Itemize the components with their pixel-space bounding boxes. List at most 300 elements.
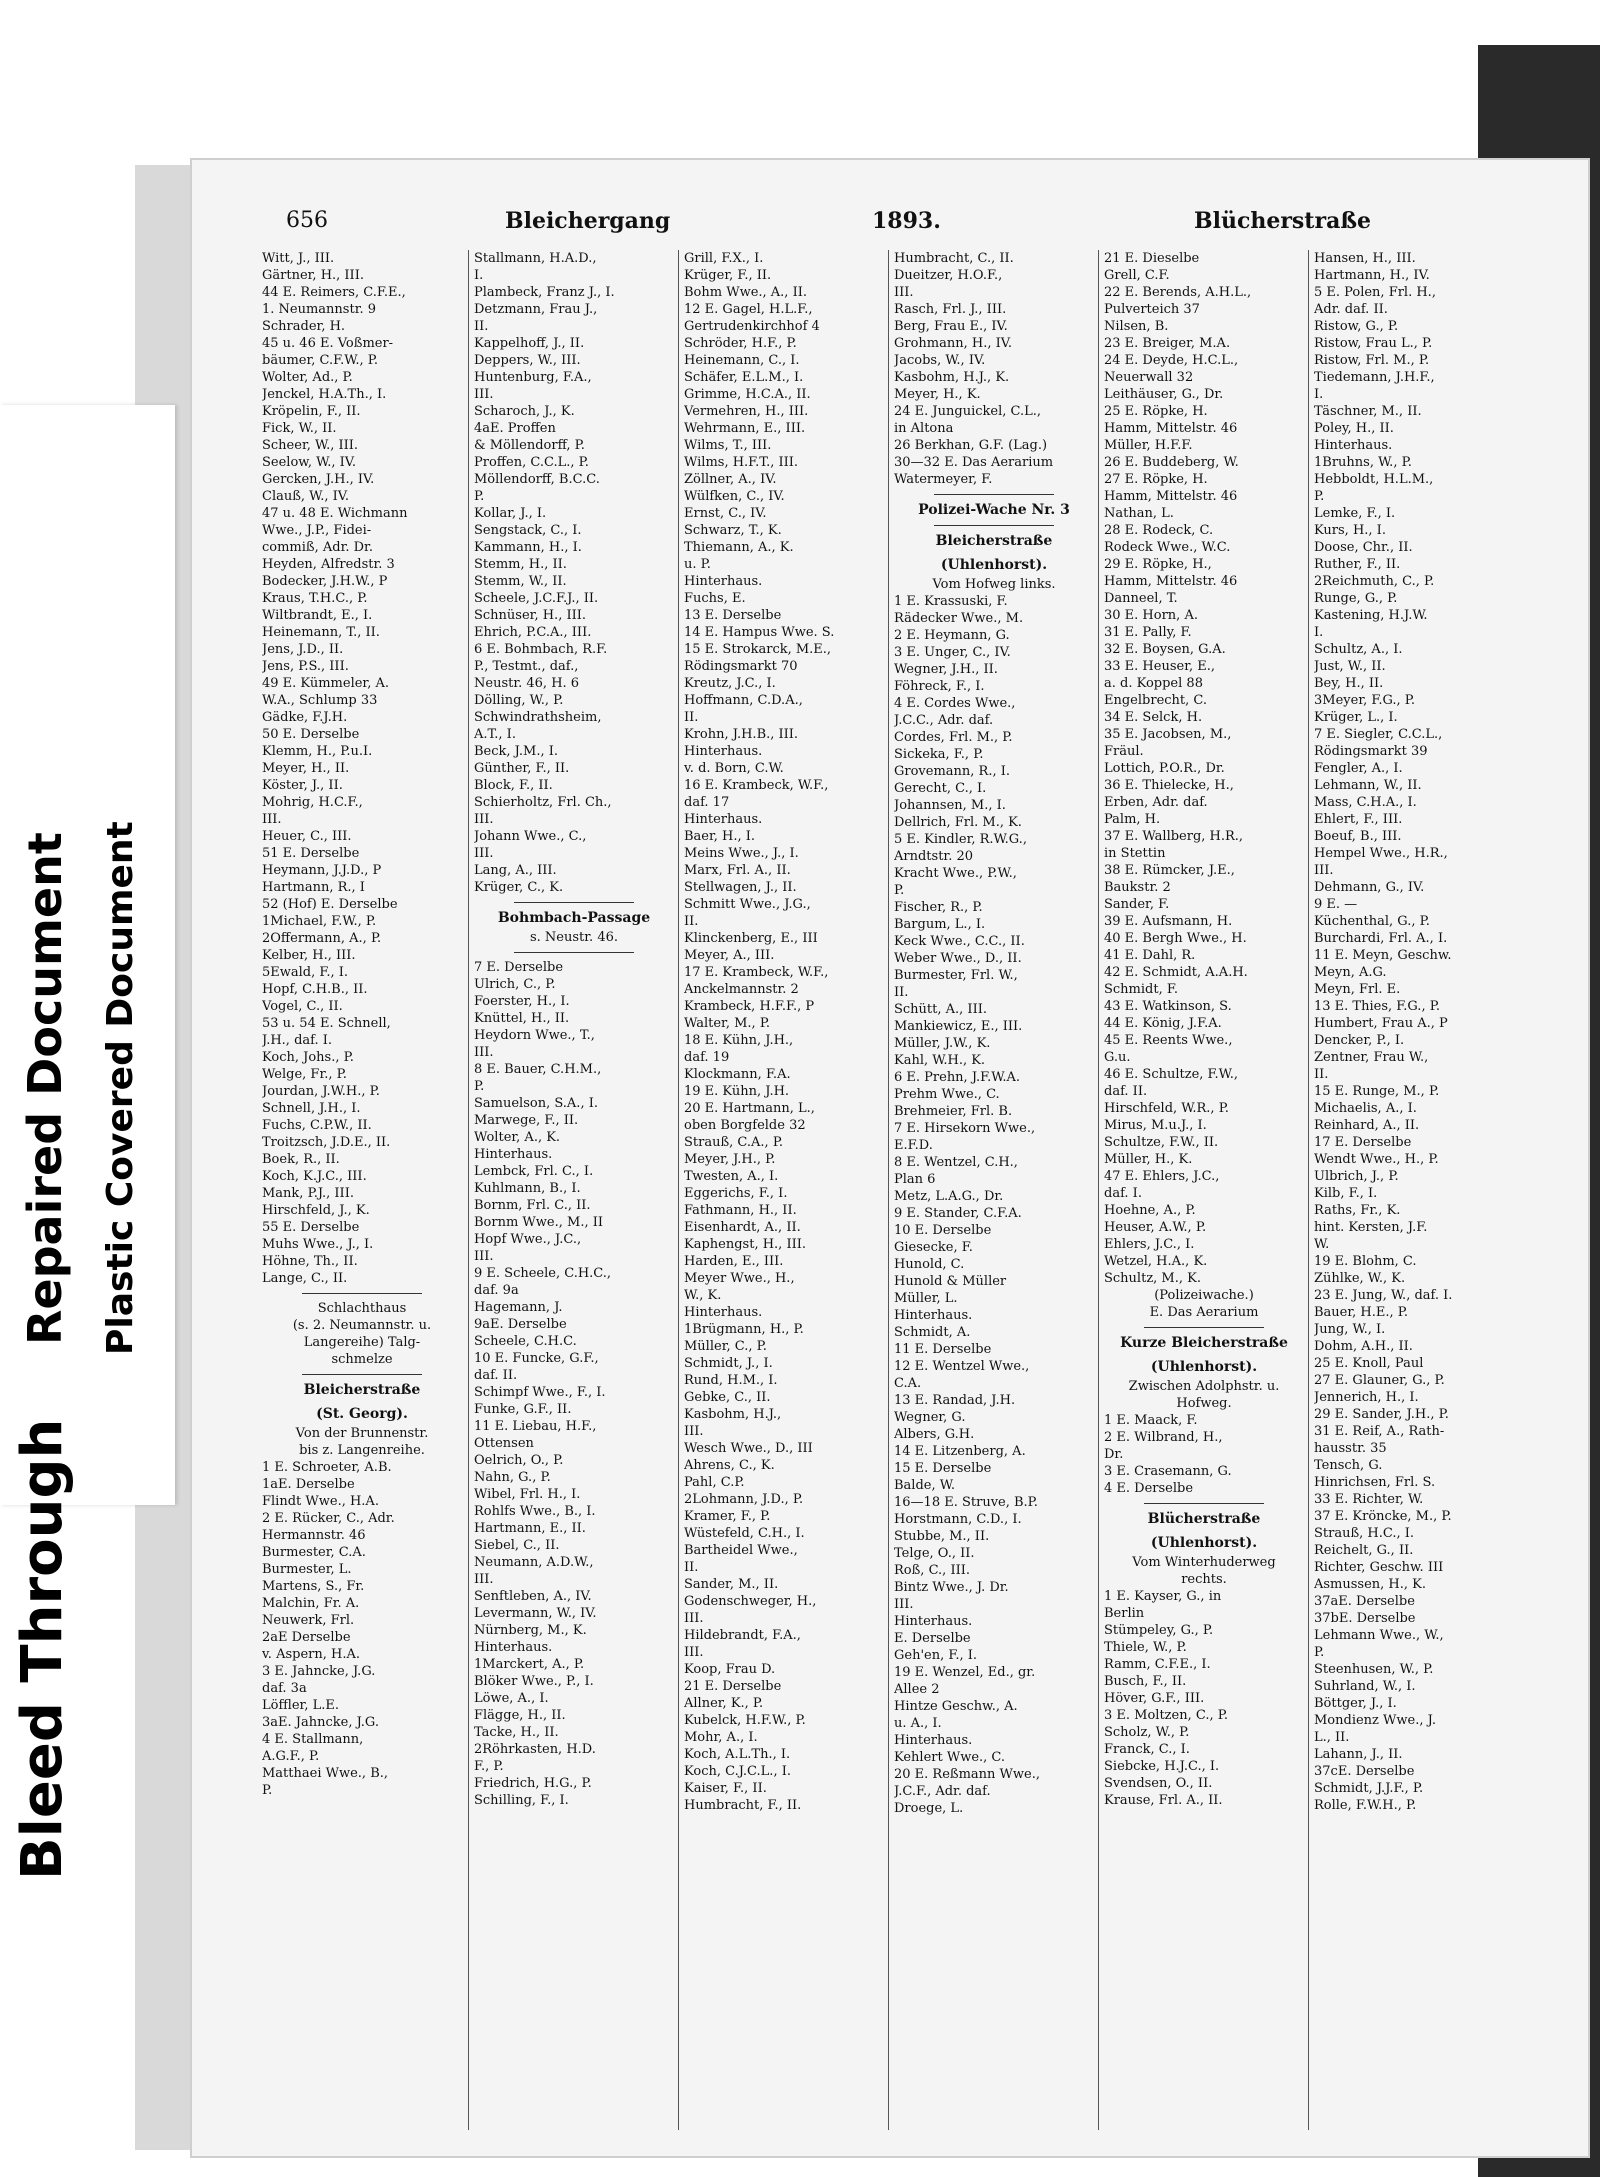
directory-entry: Deppers, W., III.	[474, 353, 581, 368]
directory-entry: Hinterhaus.	[684, 812, 763, 827]
directory-entry: Scheele, C.H.C.	[474, 1334, 577, 1349]
directory-entry: Godenschweger, H.,	[684, 1594, 817, 1609]
directory-entry: Heuser, A.W., P.	[1104, 1220, 1207, 1235]
directory-entry: 55 E. Derselbe	[262, 1220, 360, 1235]
separator	[934, 525, 1054, 526]
directory-entry: Schmidt, A.	[894, 1325, 971, 1340]
directory-entry: Scharoch, J., K.	[474, 404, 575, 419]
directory-entry: Lottich, P.O.R., Dr.	[1104, 761, 1225, 776]
directory-entry: II.	[684, 1560, 699, 1575]
directory-entry: Grimme, H.C.A., II.	[684, 387, 811, 402]
directory-entry: Hunold & Müller	[894, 1274, 1007, 1289]
directory-entry: daf. I.	[1104, 1186, 1142, 1201]
directory-entry: 10 E. Funcke, G.F.,	[474, 1351, 599, 1366]
plastic-covered-label: Plastic Covered Document	[100, 821, 141, 1355]
directory-entry: Berg, Frau E., IV.	[894, 319, 1008, 334]
directory-entry: Meyer Wwe., H.,	[684, 1271, 795, 1286]
column-2	[474, 250, 674, 2130]
directory-entry: Bintz Wwe., J. Dr.	[894, 1580, 1009, 1595]
directory-entry: 45 E. Reents Wwe.,	[1104, 1033, 1233, 1048]
directory-entry: Ulrich, C., P.	[474, 977, 556, 992]
directory-entry: 1. Neumannstr. 9	[262, 302, 377, 317]
street-note-line: Zwischen Adolphstr. u.	[1128, 1379, 1280, 1394]
directory-entry: Sander, F.	[1104, 897, 1170, 912]
aerarium-note: E. Das Aerarium	[1149, 1305, 1259, 1320]
directory-entry: III.	[684, 1424, 704, 1439]
directory-entry: Kuhlmann, B., I.	[474, 1181, 581, 1196]
directory-entry: v. Aspern, H.A.	[262, 1647, 360, 1662]
directory-entry: Poley, H., II.	[1314, 421, 1394, 436]
directory-entry: Gärtner, H., III.	[262, 268, 364, 283]
directory-entry: Wolter, Ad., P.	[262, 370, 353, 385]
directory-entry: Tacke, H., II.	[474, 1725, 559, 1740]
directory-entry: 27 E. Glauner, G., P.	[1314, 1373, 1445, 1388]
directory-entry: Kaiser, F., II.	[684, 1781, 767, 1796]
directory-entry: P.	[262, 1783, 273, 1798]
directory-entry: Höver, G.F., III.	[1104, 1691, 1205, 1706]
directory-entry: 37bE. Derselbe	[1314, 1611, 1416, 1626]
directory-entry: 49 E. Kümmeler, A.	[262, 676, 389, 691]
directory-entry: Ulbrich, J., P.	[1314, 1169, 1399, 1184]
directory-entry: Täschner, M., II.	[1314, 404, 1422, 419]
directory-entry: Rodeck Wwe., W.C.	[1104, 540, 1231, 555]
directory-entry: Twesten, A., I.	[684, 1169, 779, 1184]
directory-entry: Bargum, L., I.	[894, 917, 986, 932]
directory-entry: Watermeyer, F.	[894, 472, 993, 487]
directory-entry: Flägge, H., II.	[474, 1708, 566, 1723]
directory-entry: Koch, Johs., P.	[262, 1050, 354, 1065]
directory-entry: 25 E. Röpke, H.	[1104, 404, 1208, 419]
directory-entry: Harden, E., III.	[684, 1254, 784, 1269]
bleed-through-label: Bleed Through	[10, 1418, 75, 1880]
directory-entry: Berlin	[1104, 1606, 1145, 1621]
directory-entry: Hinterhaus.	[894, 1614, 973, 1629]
directory-entry: Roß, C., III.	[894, 1563, 970, 1578]
directory-entry: Suhrland, W., I.	[1314, 1679, 1416, 1694]
directory-entry: Grill, F.X., I.	[684, 251, 764, 266]
directory-entry: Wendt Wwe., H., P.	[1314, 1152, 1439, 1167]
column-4	[894, 250, 1094, 2130]
directory-entry: Pahl, C.P.	[684, 1475, 745, 1490]
directory-entry: Kramer, F., P.	[684, 1509, 771, 1524]
directory-entry: Arndtstr. 20	[894, 849, 974, 864]
header-year: 1893.	[872, 208, 941, 234]
directory-entry: Bohm Wwe., A., II.	[684, 285, 807, 300]
directory-entry: Ehlert, F., III.	[1314, 812, 1403, 827]
directory-entry: 1Brügmann, H., P.	[684, 1322, 804, 1337]
directory-entry: Thiele, W., P.	[1104, 1640, 1187, 1655]
directory-entry: III.	[1314, 863, 1334, 878]
directory-entry: 2 E. Heymann, G.	[894, 628, 1010, 643]
directory-entry: Kastening, H.J.W.	[1314, 608, 1428, 623]
directory-entry: Schierholtz, Frl. Ch.,	[474, 795, 612, 810]
directory-entry: Nürnberg, M., K.	[474, 1623, 587, 1638]
directory-entry: Jourdan, J.W.H., P.	[262, 1084, 380, 1099]
directory-entry: 4 E. Cordes Wwe.,	[894, 696, 1016, 711]
directory-entry: Kahl, W.H., K.	[894, 1053, 986, 1068]
directory-entry: Küchenthal, G., P.	[1314, 914, 1430, 929]
directory-entry: Kröpelin, F., II.	[262, 404, 361, 419]
directory-entry: Mondienz Wwe., J.	[1314, 1713, 1436, 1728]
directory-entry: Ristow, Frau L., P.	[1314, 336, 1433, 351]
directory-entry: Fuchs, C.P.W., II.	[262, 1118, 372, 1133]
directory-entry: Lang, A., III.	[474, 863, 557, 878]
directory-entry: Metz, L.A.G., Dr.	[894, 1189, 1004, 1204]
street-description: Vom Hofweg links.	[932, 577, 1056, 592]
directory-entry: 22 E. Berends, A.H.L.,	[1104, 285, 1252, 300]
directory-entry: Müller, J.W., K.	[894, 1036, 991, 1051]
directory-entry: Krohn, J.H.B., III.	[684, 727, 799, 742]
directory-entry: Stümpeley, G., P.	[1104, 1623, 1214, 1638]
entry-list	[1314, 250, 1554, 1814]
directory-entry: 30 E. Horn, A.	[1104, 608, 1198, 623]
directory-entry: Hopf, C.H.B., II.	[262, 982, 368, 997]
directory-entry: E.F.D.	[894, 1138, 933, 1153]
directory-entry: Schultze, F.W., II.	[1104, 1135, 1219, 1150]
separator	[514, 952, 634, 953]
directory-entry: 9aE. Derselbe	[474, 1317, 567, 1332]
directory-entry: 13 E. Randad, J.H.	[894, 1393, 1016, 1408]
directory-entry: Hermannstr. 46	[262, 1528, 366, 1543]
directory-entry: 15 E. Derselbe	[894, 1461, 992, 1476]
directory-entry: III.	[684, 1645, 704, 1660]
directory-entry: Dellrich, Frl. M., K.	[894, 815, 1022, 830]
directory-entry: Vogel, C., II.	[262, 999, 343, 1014]
directory-entry: Hoehne, A., P.	[1104, 1203, 1196, 1218]
directory-entry: Hunold, C.	[894, 1257, 965, 1272]
directory-entry: Fischer, R., P.	[894, 900, 983, 915]
directory-entry: Gerecht, C., I.	[894, 781, 987, 796]
directory-entry: Kurs, H., I.	[1314, 523, 1386, 538]
directory-entry: Hinterhaus.	[684, 1305, 763, 1320]
directory-entry: Schmitt Wwe., J.G.,	[684, 897, 811, 912]
directory-entry: Funke, G.F., II.	[474, 1402, 572, 1417]
directory-entry: Mank, P.J., III.	[262, 1186, 354, 1201]
directory-entry: 3 E. Crasemann, G.	[1104, 1464, 1232, 1479]
directory-entry: Leithäuser, G., Dr.	[1104, 387, 1224, 402]
directory-entry: Johann Wwe., C.,	[474, 829, 587, 844]
directory-entry: Lange, C., II.	[262, 1271, 348, 1286]
directory-entry: Kaphengst, H., III.	[684, 1237, 806, 1252]
directory-entry: 33 E. Richter, W.	[1314, 1492, 1424, 1507]
directory-entry: Strauß, H.C., I.	[1314, 1526, 1415, 1541]
directory-entry: III.	[474, 812, 494, 827]
directory-entry: Samuelson, S.A., I.	[474, 1096, 598, 1111]
directory-entry: Nilsen, B.	[1104, 319, 1169, 334]
directory-entry: Löwe, A., I.	[474, 1691, 549, 1706]
street-title: Kurze Bleicherstraße	[1120, 1335, 1288, 1351]
directory-entry: Sickeka, F., P.	[894, 747, 984, 762]
directory-entry: II.	[1314, 1067, 1329, 1082]
directory-entry: Koch, K.J.C., III.	[262, 1169, 367, 1184]
directory-entry: Hamm, Mittelstr. 46	[1104, 489, 1238, 504]
directory-entry: II.	[684, 710, 699, 725]
directory-entry: Gebke, C., II.	[684, 1390, 771, 1405]
directory-entry: 7 E. Hirsekorn Wwe.,	[894, 1121, 1036, 1136]
page-number: 656	[286, 208, 328, 233]
directory-entry: Kreutz, J.C., I.	[684, 676, 776, 691]
directory-entry: Humbracht, C., II.	[894, 251, 1014, 266]
directory-entry: Albers, G.H.	[894, 1427, 975, 1442]
directory-entry: Hartmann, H., IV.	[1314, 268, 1430, 283]
directory-entry: Schmidt, F.	[1104, 982, 1178, 997]
directory-entry: Hirschfeld, J., K.	[262, 1203, 370, 1218]
directory-entry: 5 E. Polen, Frl. H.,	[1314, 285, 1436, 300]
directory-entry: 9 E. Stander, C.F.A.	[894, 1206, 1022, 1221]
directory-entry: Gertrudenkirchhof 4	[684, 319, 820, 334]
directory-entry: Weber Wwe., D., II.	[894, 951, 1022, 966]
directory-entry: Hamm, Mittelstr. 46	[1104, 574, 1238, 589]
directory-entry: Ruther, F., II.	[1314, 557, 1401, 572]
directory-entry: 2 E. Rücker, C., Adr.	[262, 1511, 395, 1526]
directory-entry: 1aE. Derselbe	[262, 1477, 355, 1492]
directory-entry: Wegner, J.H., II.	[894, 662, 998, 677]
directory-entry: Rädecker Wwe., M.	[894, 611, 1024, 626]
directory-entry: III.	[474, 1045, 494, 1060]
directory-entry: 47 u. 48 E. Wichmann	[262, 506, 408, 521]
directory-entry: Tiedemann, J.H.F.,	[1314, 370, 1435, 385]
directory-entry: Beck, J.M., I.	[474, 744, 558, 759]
directory-entry: Detzmann, Frau J.,	[474, 302, 598, 317]
directory-entry: I.	[1314, 387, 1324, 402]
directory-entry: Levermann, W., IV.	[474, 1606, 597, 1621]
directory-entry: 50 E. Derselbe	[262, 727, 360, 742]
street-note-line: Hofweg.	[1176, 1396, 1232, 1411]
directory-entry: A.G.F., P.	[262, 1749, 320, 1764]
directory-entry: 12 E. Gagel, H.L.F.,	[684, 302, 813, 317]
directory-entry: daf. 9a	[474, 1283, 519, 1298]
directory-entry: Müller, C., P.	[684, 1339, 767, 1354]
directory-entry: F., P.	[474, 1759, 504, 1774]
separator	[1144, 1327, 1264, 1328]
directory-entry: 42 E. Schmidt, A.A.H.	[1104, 965, 1248, 980]
header-left-title: Bleichergang	[505, 208, 671, 234]
directory-entry: Engelbrecht, C.	[1104, 693, 1208, 708]
directory-entry: Hirschfeld, W.R., P.	[1104, 1101, 1229, 1116]
directory-entry: 26 Berkhan, G.F. (Lag.)	[894, 438, 1048, 453]
directory-entry: Nathan, L.	[1104, 506, 1174, 521]
directory-entry: 47 E. Ehlers, J.C.,	[1104, 1169, 1220, 1184]
directory-entry: Cordes, Frl. M., P.	[894, 730, 1013, 745]
directory-entry: II.	[474, 319, 489, 334]
directory-entry: III.	[474, 846, 494, 861]
directory-entry: Hinterhaus.	[684, 744, 763, 759]
street-note-line: schmelze	[331, 1352, 393, 1367]
directory-entry: 24 E. Junguickel, C.L.,	[894, 404, 1042, 419]
directory-entry: Sengstack, C., I.	[474, 523, 582, 538]
directory-entry: Humbracht, F., II.	[684, 1798, 802, 1813]
directory-entry: Meyer, J.H., P.	[684, 1152, 776, 1167]
directory-entry: Martens, S., Fr.	[262, 1579, 365, 1594]
directory-entry: 1 E. Schroeter, A.B.	[262, 1460, 392, 1475]
directory-entry: Schwarz, T., K.	[684, 523, 782, 538]
directory-entry: 11 E. Meyn, Geschw.	[1314, 948, 1452, 963]
directory-entry: E. Derselbe	[894, 1631, 971, 1646]
directory-entry: Köster, J., II.	[262, 778, 343, 793]
directory-entry: Lembck, Frl. C., I.	[474, 1164, 594, 1179]
entry-list	[1104, 1588, 1304, 1809]
directory-entry: Senftleben, A., IV.	[474, 1589, 592, 1604]
directory-entry: Müller, H., K.	[1104, 1152, 1193, 1167]
street-subtitle: (Uhlenhorst).	[1150, 1359, 1258, 1375]
directory-entry: Schwindrathsheim,	[474, 710, 602, 725]
directory-entry: Hintze Geschw., A.	[894, 1699, 1018, 1714]
directory-entry: 23 E. Jung, W., daf. I.	[1314, 1288, 1453, 1303]
directory-entry: a. d. Koppel 88	[1104, 676, 1203, 691]
directory-entry: Seelow, W., IV.	[262, 455, 356, 470]
directory-entry: Fuchs, E.	[684, 591, 746, 606]
directory-entry: III.	[474, 1249, 494, 1264]
street-note-line: rechts.	[1181, 1572, 1227, 1587]
entry-list	[474, 250, 674, 896]
directory-entry: 46 E. Schultze, F.W.,	[1104, 1067, 1239, 1082]
directory-entry: hausstr. 35	[1314, 1441, 1387, 1456]
directory-entry: Grell, C.F.	[1104, 268, 1170, 283]
directory-entry: II.	[894, 985, 909, 1000]
directory-entry: 23 E. Breiger, M.A.	[1104, 336, 1231, 351]
directory-entry: u. A., I.	[894, 1716, 942, 1731]
directory-entry: Pulverteich 37	[1104, 302, 1200, 317]
directory-entry: Witt, J., III.	[262, 251, 335, 266]
directory-entry: 45 u. 46 E. Voßmer-	[262, 336, 394, 351]
directory-entry: Hartmann, E., II.	[474, 1521, 586, 1536]
directory-entry: Prehm Wwe., C.	[894, 1087, 1000, 1102]
directory-entry: Mirus, M.u.J., I.	[1104, 1118, 1207, 1133]
directory-entry: Dueitzer, H.O.F.,	[894, 268, 1003, 283]
directory-entry: Stemm, H., II.	[474, 557, 567, 572]
directory-entry: 17 E. Derselbe	[1314, 1135, 1412, 1150]
directory-entry: 14 E. Litzenberg, A.	[894, 1444, 1026, 1459]
directory-entry: Bornm Wwe., M., II	[474, 1215, 603, 1230]
directory-entry: Lemke, F., I.	[1314, 506, 1396, 521]
directory-entry: 53 u. 54 E. Schnell,	[262, 1016, 391, 1031]
directory-entry: Krüger, C., K.	[474, 880, 564, 895]
directory-entry: Fick, W., II.	[262, 421, 337, 436]
entry-list	[262, 250, 462, 1287]
directory-entry: Mohrig, H.C.F.,	[262, 795, 363, 810]
directory-entry: Schultz, M., K.	[1104, 1271, 1201, 1286]
directory-entry: Jenckel, H.A.Th., I.	[262, 387, 387, 402]
directory-entry: Kasbohm, H.J., K.	[894, 370, 1010, 385]
directory-entry: Anckelmannstr. 2	[684, 982, 799, 997]
directory-entry: Tensch, G.	[1314, 1458, 1383, 1473]
directory-entry: 7 E. Derselbe	[474, 960, 564, 975]
directory-entry: Neumann, A.D.W.,	[474, 1555, 594, 1570]
directory-entry: Ramm, C.F.E., I.	[1104, 1657, 1211, 1672]
directory-entry: Marx, Frl. A., II.	[684, 863, 791, 878]
directory-entry: Rasch, Frl. J., III.	[894, 302, 1007, 317]
directory-entry: Knüttel, H., II.	[474, 1011, 570, 1026]
directory-entry: 12 E. Wentzel Wwe.,	[894, 1359, 1030, 1374]
directory-entry: 5 E. Kindler, R.W.G.,	[894, 832, 1027, 847]
directory-entry: Schütt, A., III.	[894, 1002, 987, 1017]
directory-entry: 11 E. Derselbe	[894, 1342, 992, 1357]
directory-entry: 15 E. Strokarck, M.E.,	[684, 642, 832, 657]
directory-entry: in Stettin	[1104, 846, 1166, 861]
directory-entry: Hinrichsen, Frl. S.	[1314, 1475, 1436, 1490]
directory-entry: Rohlfs Wwe., B., I.	[474, 1504, 596, 1519]
directory-entry: Heymann, J.J.D., P	[262, 863, 382, 878]
directory-entry: Foerster, H., I.	[474, 994, 570, 1009]
separator	[302, 1374, 422, 1375]
directory-entry: 44 E. König, J.F.A.	[1104, 1016, 1222, 1031]
directory-entry: 16 E. Krambeck, W.F.,	[684, 778, 829, 793]
street-title: Bleicherstraße	[303, 1382, 421, 1398]
directory-entry: Rödingsmarkt 70	[684, 659, 798, 674]
directory-entry: 24 E. Deyde, H.C.L.,	[1104, 353, 1239, 368]
directory-entry: 37aE. Derselbe	[1314, 1594, 1415, 1609]
directory-entry: Meyer, H., K.	[894, 387, 981, 402]
directory-entry: III.	[474, 1572, 494, 1587]
directory-entry: Just, W., II.	[1314, 659, 1386, 674]
directory-entry: Schmidt, J.J.F., P.	[1314, 1781, 1424, 1796]
directory-entry: 20 E. Reßmann Wwe.,	[894, 1767, 1040, 1782]
street-note-line: Von der Brunnenstr.	[295, 1426, 429, 1441]
directory-entry: Jens, P.S., III.	[262, 659, 349, 674]
directory-entry: 25 E. Knoll, Paul	[1314, 1356, 1424, 1371]
directory-entry: 51 E. Derselbe	[262, 846, 360, 861]
directory-entry: 2Lohmann, J.D., P.	[684, 1492, 804, 1507]
directory-entry: 29 E. Röpke, H.,	[1104, 557, 1212, 572]
directory-entry: oben Borgfelde 32	[684, 1118, 806, 1133]
directory-entry: Lehmann, W., II.	[1314, 778, 1422, 793]
separator	[934, 494, 1054, 495]
directory-entry: Meyer, H., II.	[262, 761, 350, 776]
directory-entry: Lahann, J., II.	[1314, 1747, 1403, 1762]
directory-entry: 18 E. Kühn, J.H.,	[684, 1033, 794, 1048]
column-rule	[888, 250, 889, 2130]
directory-entry: Meyn, Frl. E.	[1314, 982, 1401, 997]
directory-entry: Rund, H.M., I.	[684, 1373, 778, 1388]
directory-entry: J.H., daf. I.	[262, 1033, 333, 1048]
directory-entry: 14 E. Hampus Wwe. S.	[684, 625, 835, 640]
directory-entry: Hoffmann, C.D.A.,	[684, 693, 803, 708]
directory-entry: Schröder, H.F., P.	[684, 336, 797, 351]
directory-entry: Michaelis, A., I.	[1314, 1101, 1417, 1116]
directory-entry: Dehmann, G., IV.	[1314, 880, 1425, 895]
directory-entry: 2aE Derselbe	[262, 1630, 351, 1645]
directory-entry: Scholz, W., P.	[1104, 1725, 1190, 1740]
directory-entry: Gercken, J.H., IV.	[262, 472, 375, 487]
directory-entry: Krüger, F., II.	[684, 268, 772, 283]
directory-entry: Gädke, F.J.H.	[262, 710, 348, 725]
directory-entry: Neuwerk, Frl.	[262, 1613, 355, 1628]
directory-entry: Erben, Adr. daf.	[1104, 795, 1208, 810]
directory-entry: 1Michael, F.W., P.	[262, 914, 377, 929]
directory-entry: 1 E. Krassuski, F.	[894, 594, 1008, 609]
directory-entry: Kilb, F., I.	[1314, 1186, 1378, 1201]
directory-entry: Hildebrandt, F.A.,	[684, 1628, 801, 1643]
directory-entry: Mankiewicz, E., III.	[894, 1019, 1023, 1034]
directory-entry: Wesch Wwe., D., III	[684, 1441, 813, 1456]
street-title: Bleicherstraße	[935, 533, 1053, 549]
directory-entry: 7 E. Siegler, C.C.L.,	[1314, 727, 1443, 742]
directory-entry: 6 E. Prehn, J.F.W.A.	[894, 1070, 1021, 1085]
directory-entry: 32 E. Boysen, G.A.	[1104, 642, 1226, 657]
directory-entry: Sander, M., II.	[684, 1577, 779, 1592]
directory-entry: Hebboldt, H.L.M.,	[1314, 472, 1434, 487]
directory-entry: Koop, Frau D.	[684, 1662, 776, 1677]
separator	[1144, 1503, 1264, 1504]
directory-entry: J.C.C., Adr. daf.	[894, 713, 994, 728]
passage-note: s. Neustr. 46.	[530, 930, 618, 945]
separator	[302, 1293, 422, 1294]
directory-entry: Flindt Wwe., H.A.	[262, 1494, 379, 1509]
directory-entry: 1Marckert, A., P.	[474, 1657, 585, 1672]
directory-entry: L., II.	[1314, 1730, 1350, 1745]
page-header	[190, 208, 1590, 244]
directory-entry: Klemm, H., P.u.I.	[262, 744, 373, 759]
